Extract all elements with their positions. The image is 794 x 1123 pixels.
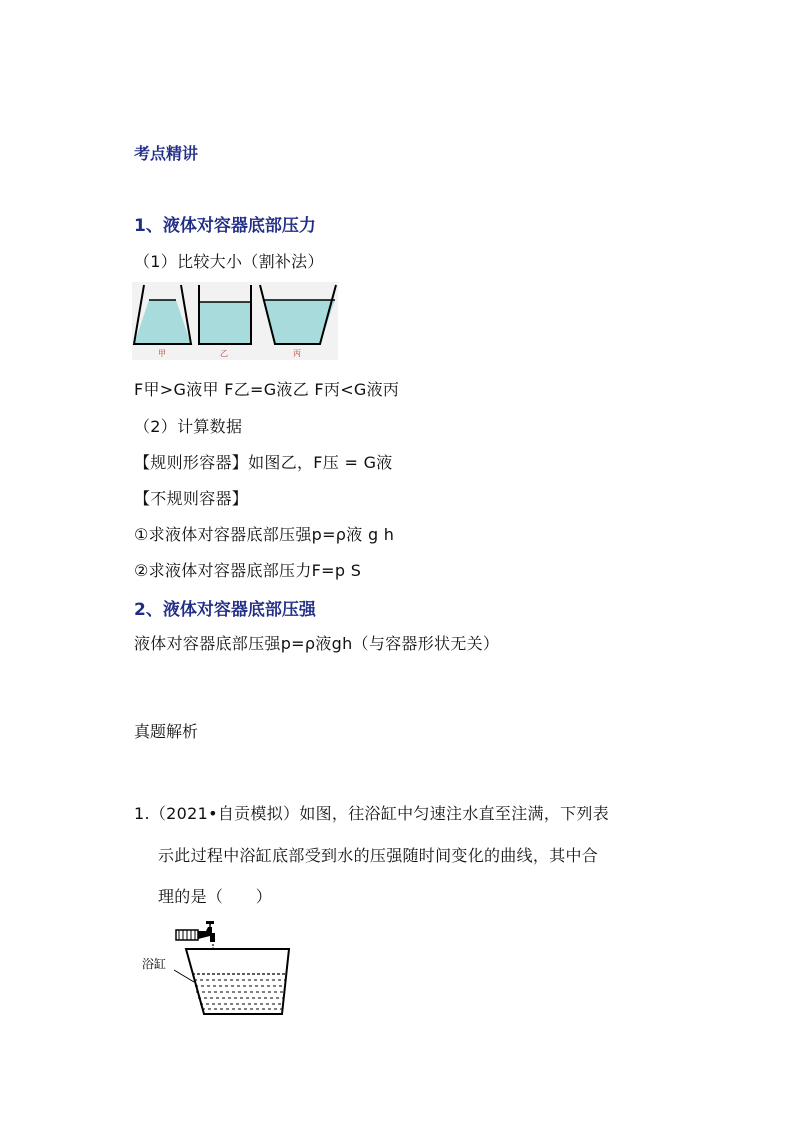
- beaker-label-jia: 甲: [158, 349, 166, 358]
- regular-container-line: 【规则形容器】如图乙，F压 = G液: [134, 453, 393, 472]
- beakers-figure: [132, 282, 338, 360]
- compare-formula-line: F甲>G液甲 F乙=G液乙 F丙<G液丙: [134, 380, 400, 399]
- pressure-formula-line: 液体对容器底部压强p=ρ液gh（与容器形状无关）: [134, 634, 500, 653]
- heading-liquid-force: 1、液体对容器底部压力: [134, 216, 316, 236]
- question-1-line-3: 理的是（ ）: [158, 887, 273, 906]
- sub-compare-size: （1）比较大小（割补法）: [134, 252, 324, 271]
- question-1-line-2: 示此过程中浴缸底部受到水的压强随时间变化的曲线，其中合: [158, 846, 599, 865]
- faucet-icon: [176, 921, 215, 942]
- heading-liquid-pressure: 2、液体对容器底部压强: [134, 600, 316, 620]
- sub-calc-data: （2）计算数据: [134, 417, 243, 436]
- bathtub-figure: [140, 918, 296, 1018]
- beaker-label-yi: 乙: [220, 349, 228, 358]
- irregular-container-line: 【不规则容器】: [134, 489, 249, 508]
- bathtub-label: 浴缸: [142, 957, 167, 971]
- section-title-kaodian: 考点精讲: [134, 144, 199, 163]
- step-one-pressure: ①求液体对容器底部压强p=ρ液 g h: [134, 525, 395, 544]
- step-two-force: ②求液体对容器底部压力F=p S: [134, 561, 362, 580]
- beaker-label-bing: 丙: [293, 349, 301, 358]
- question-1-line-1: 1.（2021•自贡模拟）如图，往浴缸中匀速注水直至注满，下列表: [134, 804, 610, 823]
- section-title-zhenti: 真题解析: [134, 722, 199, 741]
